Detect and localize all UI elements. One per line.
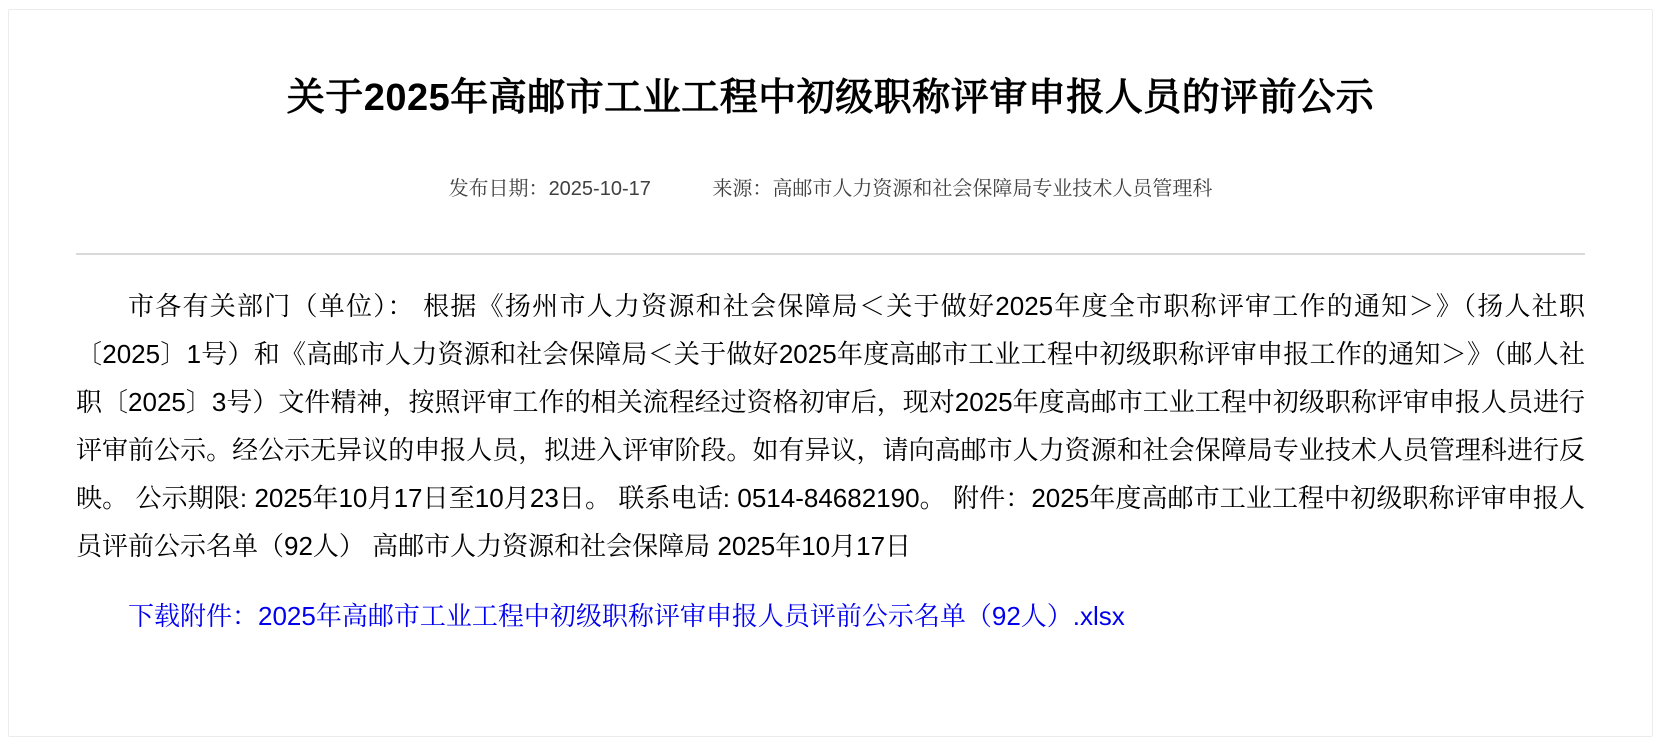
attachment-download-link[interactable]: 2025年高邮市工业工程中初级职称评审申报人员评前公示名单（92人）.xlsx	[258, 601, 1125, 632]
attachment-row	[76, 592, 1585, 640]
notice-body-paragraph: 市各有关部门（单位）： 根据《扬州市人力资源和社会保障局＜关于做好2025年度全市职称评审工作的通知＞》（扬人社职〔2025〕1号）和《高邮市人力资源和社会保障局＜关于做好2025年度高邮市工业工程中初级职称评审申报工作的通知＞》（邮人社职〔2025〕3号）文件精神，按照评审工作的相关流程经过资格初审后，现对2025年度高邮市工业工程中初级职称评审申报人员进行评审前公示。经公示无异议的申报人员，拟进入评审阶段。如有异议，请向高邮市人力资源和社会保障局专业技术人员管理科进行反映。 公示期限: 2025年10月17日至10月23日。 联系电话: 0514-84682190。 附件：2025年度高邮市工业工程中初级职称评审申报人员评前公示名单（92人） 高邮市人力资源和社会保障局 2025年10月17日	[76, 291, 1585, 562]
divider	[76, 253, 1585, 255]
attachment-label: 下载附件：	[128, 601, 259, 632]
notice-container	[8, 9, 1653, 737]
meta-row	[76, 175, 1585, 203]
source	[712, 175, 1212, 203]
source-label: 来源：	[712, 178, 773, 201]
notice-content	[9, 10, 1652, 640]
publish-date	[449, 175, 651, 203]
publish-date-value: 2025-10-17	[548, 178, 651, 201]
source-value: 高邮市人力资源和社会保障局专业技术人员管理科	[772, 178, 1213, 201]
publish-date-label: 发布日期：	[448, 178, 549, 201]
page-title: 关于2025年高邮市工业工程中初级职称评审申报人员的评前公示	[286, 77, 1375, 119]
